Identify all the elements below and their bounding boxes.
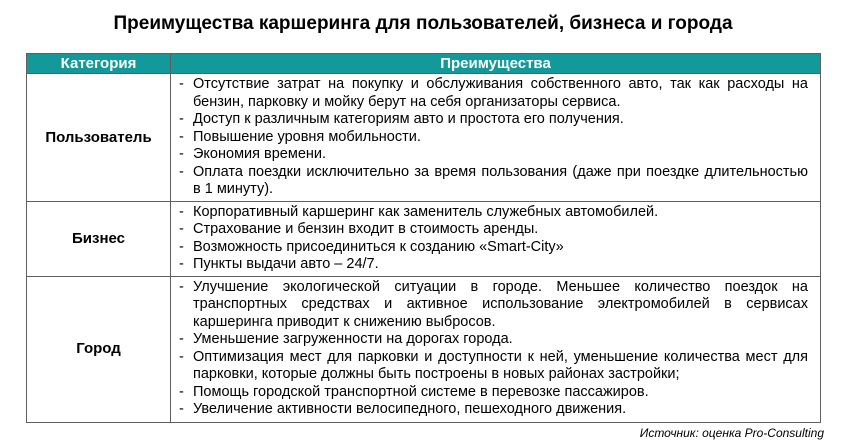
list-item: - Экономия времени. xyxy=(175,146,808,164)
list-item: - Возможность присоединиться к созданию «Smart-City» xyxy=(175,239,808,257)
table-row xyxy=(27,201,821,276)
table-header-row xyxy=(27,54,821,74)
header-advantages: Преимущества xyxy=(171,54,821,74)
table-row xyxy=(27,276,821,422)
category-cell-user: Пользователь xyxy=(27,74,171,202)
page-title: Преимущества каршеринга для пользователей, бизнеса и города xyxy=(113,13,733,34)
source-note: Источник: оценка Pro-Consulting xyxy=(639,426,824,440)
list-item: - Уменьшение загруженности на дорогах города. xyxy=(175,331,808,349)
list-item: - Помощь городской транспортной системе в перевозке пассажиров. xyxy=(175,384,808,402)
category-cell-business: Бизнес xyxy=(27,201,171,276)
list-item: - Доступ к различным категориям авто и простота его получения. xyxy=(175,111,808,129)
category-cell-city: Город xyxy=(27,276,171,422)
header-category: Категория xyxy=(27,54,171,74)
list-item: - Оплата поездки исключительно за время пользования (даже при поездке длительностью в 1 минуту). xyxy=(175,164,808,199)
table-row xyxy=(27,74,821,202)
list-item: - Корпоративный каршеринг как заменитель служебных автомобилей. xyxy=(175,204,808,222)
advantages-cell-business xyxy=(171,201,821,276)
list-item: - Отсутствие затрат на покупку и обслуживания собственного авто, так как расходы на бензин, парковку и мойку берут на себя организаторы сервиса. xyxy=(175,76,808,111)
advantages-cell-city xyxy=(171,276,821,422)
advantages-table xyxy=(26,53,821,423)
list-item: - Пункты выдачи авто – 24/7. xyxy=(175,256,808,274)
list-item: - Страхование и бензин входит в стоимость аренды. xyxy=(175,221,808,239)
list-item: - Повышение уровня мобильности. xyxy=(175,129,808,147)
advantages-cell-user xyxy=(171,74,821,202)
list-item: - Увеличение активности велосипедного, пешеходного движения. xyxy=(175,401,808,419)
list-item: - Оптимизация мест для парковки и доступности к ней, уменьшение количества мест для парковки, которые должны быть построены в новых районах застройки; xyxy=(175,349,808,384)
list-item: - Улучшение экологической ситуации в городе. Меньшее количество поездок на транспортных средствах и активное использование электромобилей в сервисах каршеринга приводит к снижению выбросов. xyxy=(175,279,808,332)
